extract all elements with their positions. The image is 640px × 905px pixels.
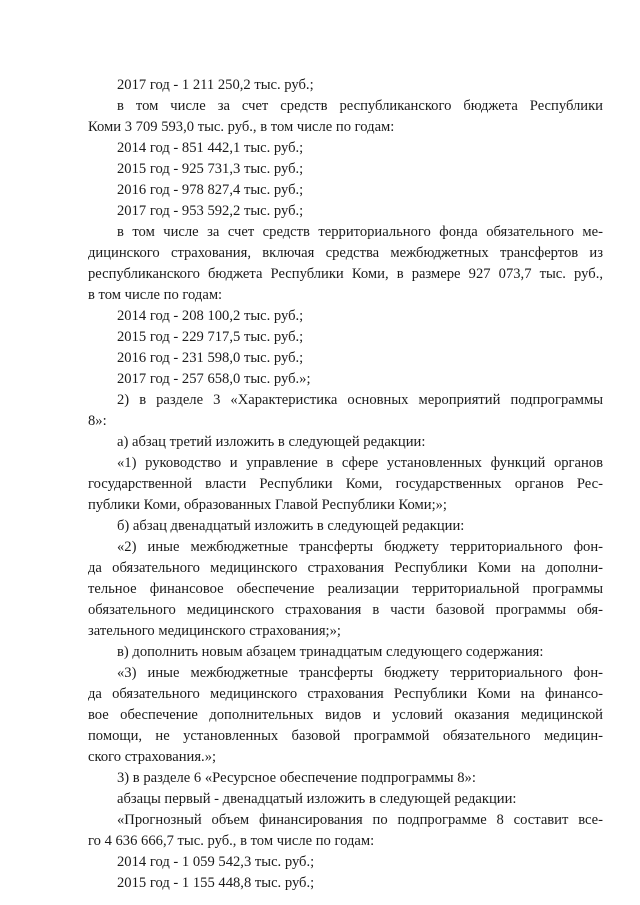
text-line: в том числе за счет средств территориального фонда обязательного ме- (117, 224, 603, 240)
text-line: публики Коми, образованных Главой Республики Коми;»; (88, 497, 447, 513)
text-line: 2014 год - 208 100,2 тыс. руб.; (117, 308, 304, 324)
text-line: 2015 год - 229 717,5 тыс. руб.; (117, 329, 304, 345)
text-line: го 4 636 666,7 тыс. руб., в том числе по годам: (88, 833, 375, 849)
text-line: в том числе за счет средств республиканского бюджета Республики (117, 98, 603, 114)
text-line: б) абзац двенадцатый изложить в следующей редакции: (117, 518, 465, 534)
text-line: обязательного медицинского страхования в части базовой программы обя- (88, 602, 603, 618)
text-line: вое обеспечение дополнительных видов и условий оказания медицинской (88, 707, 603, 723)
text-line: в) дополнить новым абзацем тринадцатым следующего содержания: (117, 644, 544, 660)
text-line: да обязательного медицинского страхования Республики Коми на дополни- (88, 560, 603, 576)
text-line: «2) иные межбюджетные трансферты бюджету территориального фон- (117, 539, 603, 555)
text-line: 2014 год - 851 442,1 тыс. руб.; (117, 140, 304, 156)
text-line: дицинского страхования, включая средства межбюджетных трансфертов из (88, 245, 603, 261)
text-line: 2016 год - 978 827,4 тыс. руб.; (117, 182, 304, 198)
text-line: 2017 год - 257 658,0 тыс. руб.»; (117, 371, 311, 387)
text-line: 2015 год - 925 731,3 тыс. руб.; (117, 161, 304, 177)
text-line: помощи, не установленных базовой программой обязательного медицин- (88, 728, 603, 744)
text-line: 3) в разделе 6 «Ресурсное обеспечение подпрограммы 8»: (117, 770, 476, 786)
text-line: ского страхования.»; (88, 749, 217, 765)
text-line: 2017 год - 1 211 250,2 тыс. руб.; (117, 77, 314, 93)
text-line: да обязательного медицинского страхования Республики Коми на финансо- (88, 686, 603, 702)
text-line: 2017 год - 953 592,2 тыс. руб.; (117, 203, 304, 219)
text-line: «1) руководство и управление в сфере установленных функций органов (117, 455, 603, 471)
text-line: «Прогнозный объем финансирования по подпрограмме 8 составит все- (117, 812, 603, 828)
text-line: в том числе по годам: (88, 287, 223, 303)
text-line: «3) иные межбюджетные трансферты бюджету территориального фон- (117, 665, 603, 681)
text-line: 8»: (88, 413, 107, 429)
text-line: Коми 3 709 593,0 тыс. руб., в том числе по годам: (88, 119, 395, 135)
text-line: а) абзац третий изложить в следующей редакции: (117, 434, 426, 450)
text-line: республиканского бюджета Республики Коми, в размере 927 073,7 тыс. руб., (88, 266, 603, 282)
text-line: 2016 год - 231 598,0 тыс. руб.; (117, 350, 304, 366)
text-line: 2015 год - 1 155 448,8 тыс. руб.; (117, 875, 315, 891)
text-line: абзацы первый - двенадцатый изложить в следующей редакции: (117, 791, 517, 807)
text-line: тельное финансовое обеспечение реализации территориальной программы (88, 581, 603, 597)
text-line: 2) в разделе 3 «Характеристика основных мероприятий подпрограммы (117, 392, 603, 408)
text-line: государственной власти Республики Коми, государственных органов Рес- (88, 476, 603, 492)
text-line: 2014 год - 1 059 542,3 тыс. руб.; (117, 854, 315, 870)
text-line: зательного медицинского страхования;»; (88, 623, 341, 639)
